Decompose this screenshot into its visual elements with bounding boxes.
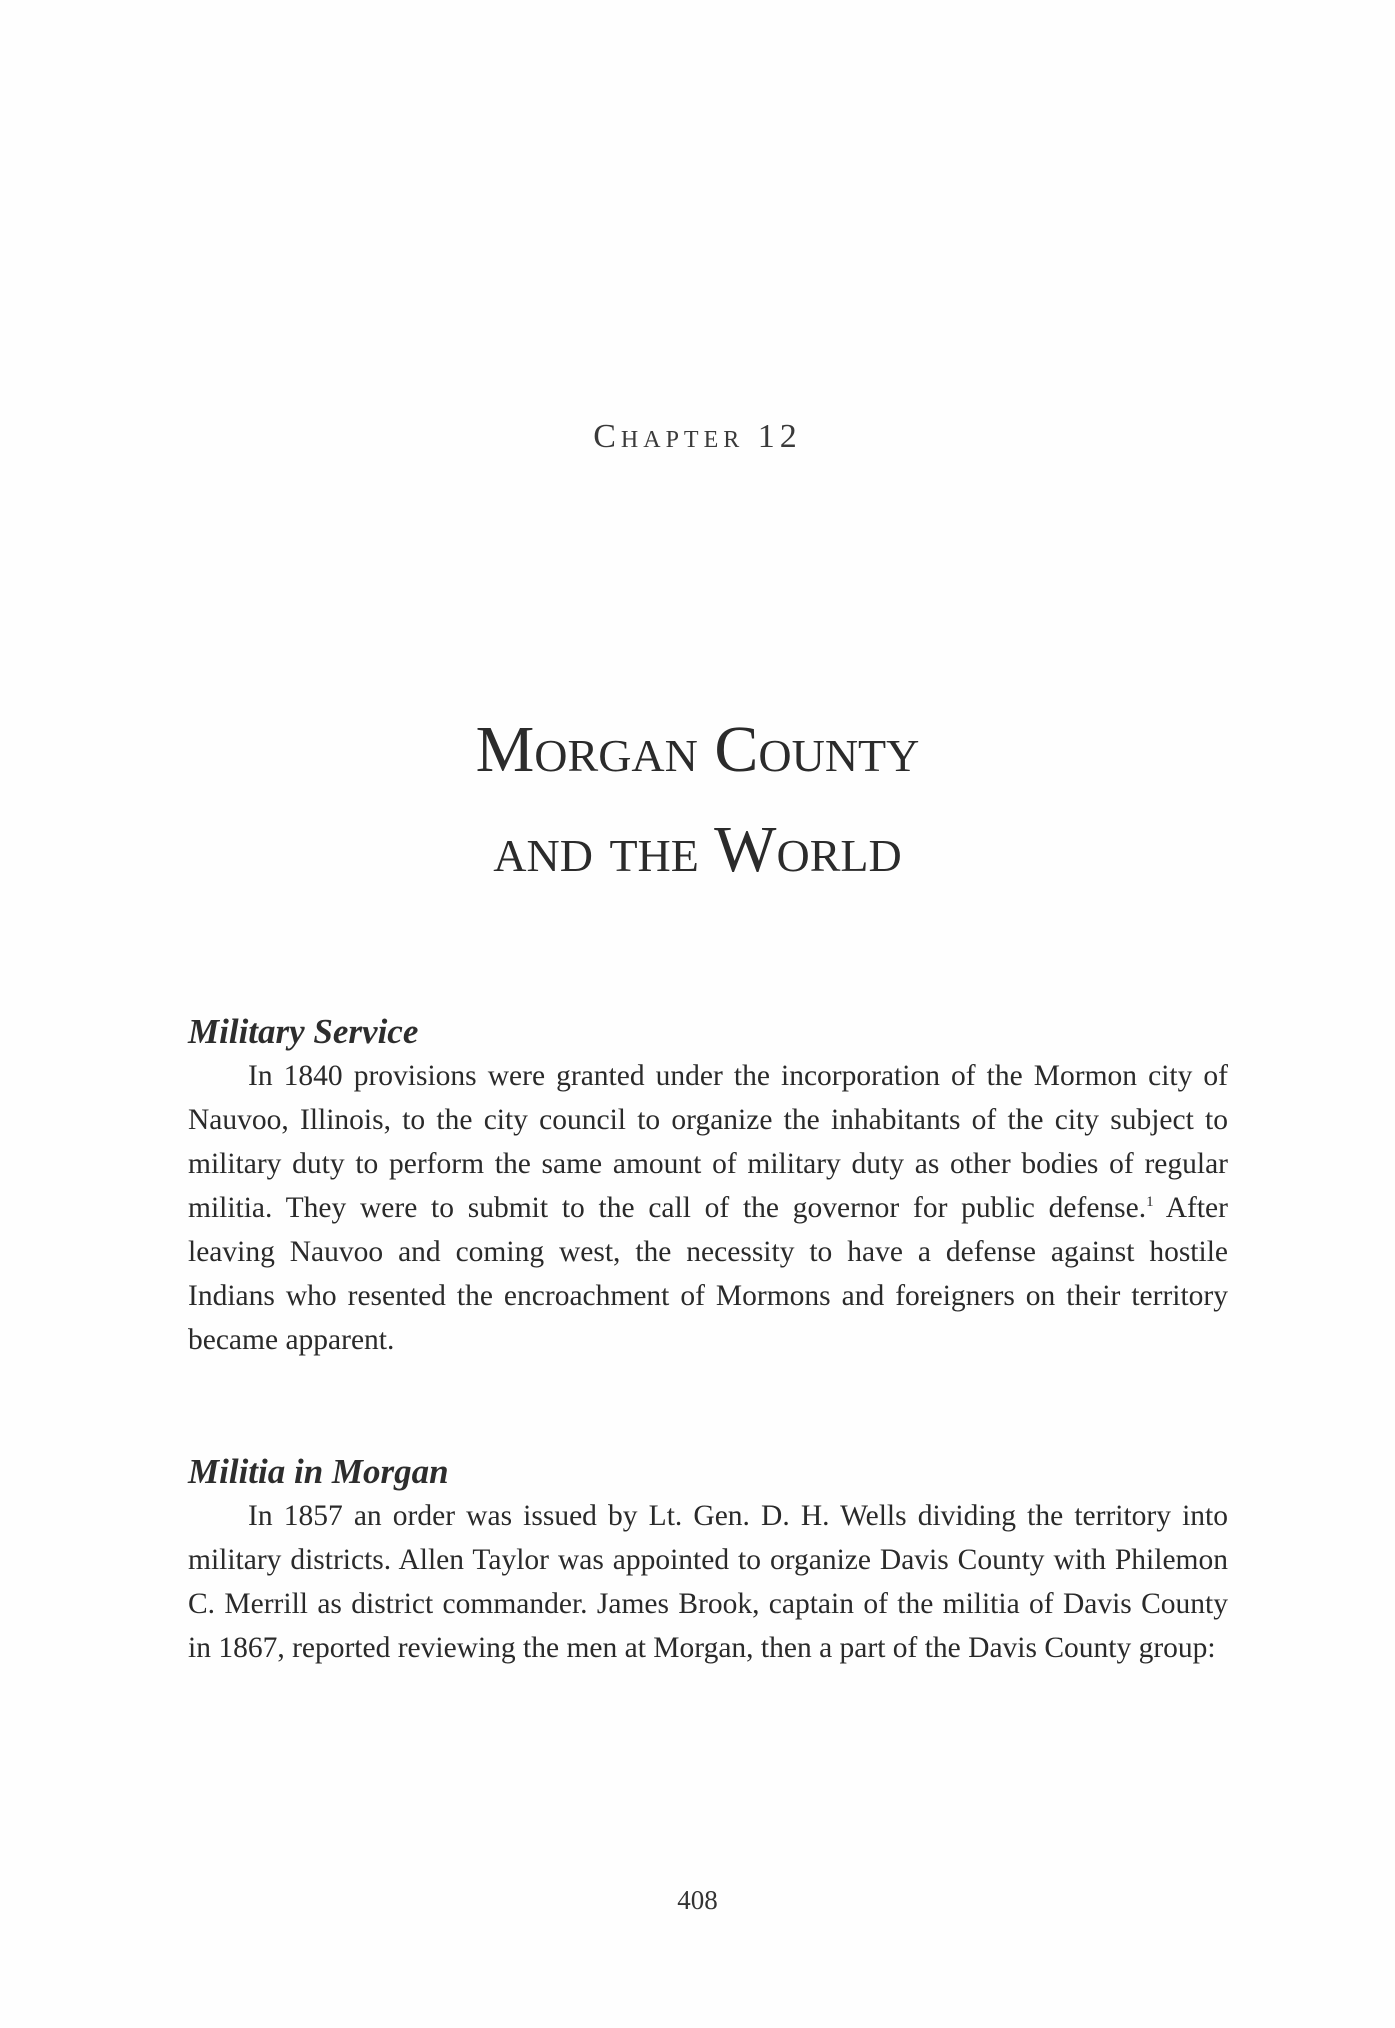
section-militia-in-morgan xyxy=(188,1450,1228,1670)
section-heading: Military Service xyxy=(188,1012,419,1051)
body-paragraph: In 1857 an order was issued by Lt. Gen. D. H. Wells dividing the territory into military districts. Allen Taylor was appointed to organize Davis County with Philemon C. Merrill as district commander. James Brook, captain of the militia of Davis County in 1867, reported reviewing the men at Morgan, then a part of the Davis County group: xyxy=(188,1500,1228,1664)
section-military-service xyxy=(188,1010,1228,1362)
chapter-title xyxy=(0,700,1395,900)
chapter-title-line-1: Morgan County xyxy=(475,713,920,786)
paragraph-text: After leaving Nauvoo and coming west, the necessity to have a defense against hostile Indians who resented the encroachment of Mormons and foreigners on their territory became apparent. xyxy=(188,1192,1228,1356)
paragraph-text: In 1840 provisions were granted under the incorporation of the Mormon city of Nauvoo, Illinois, to the city council to organize the inhabitants of the city subject to military duty to perform the same amount of military duty as other bodies of regular militia. They were to submit to the call of the governor for public defense. xyxy=(188,1060,1228,1224)
page-number: 408 xyxy=(677,1885,718,1915)
body-paragraph xyxy=(188,1054,1228,1362)
footnote-reference[interactable]: 1 xyxy=(1146,1194,1154,1211)
chapter-title-line-2: and the World xyxy=(493,813,902,886)
section-heading: Militia in Morgan xyxy=(188,1452,449,1491)
chapter-label: Chapter 12 xyxy=(593,418,802,455)
